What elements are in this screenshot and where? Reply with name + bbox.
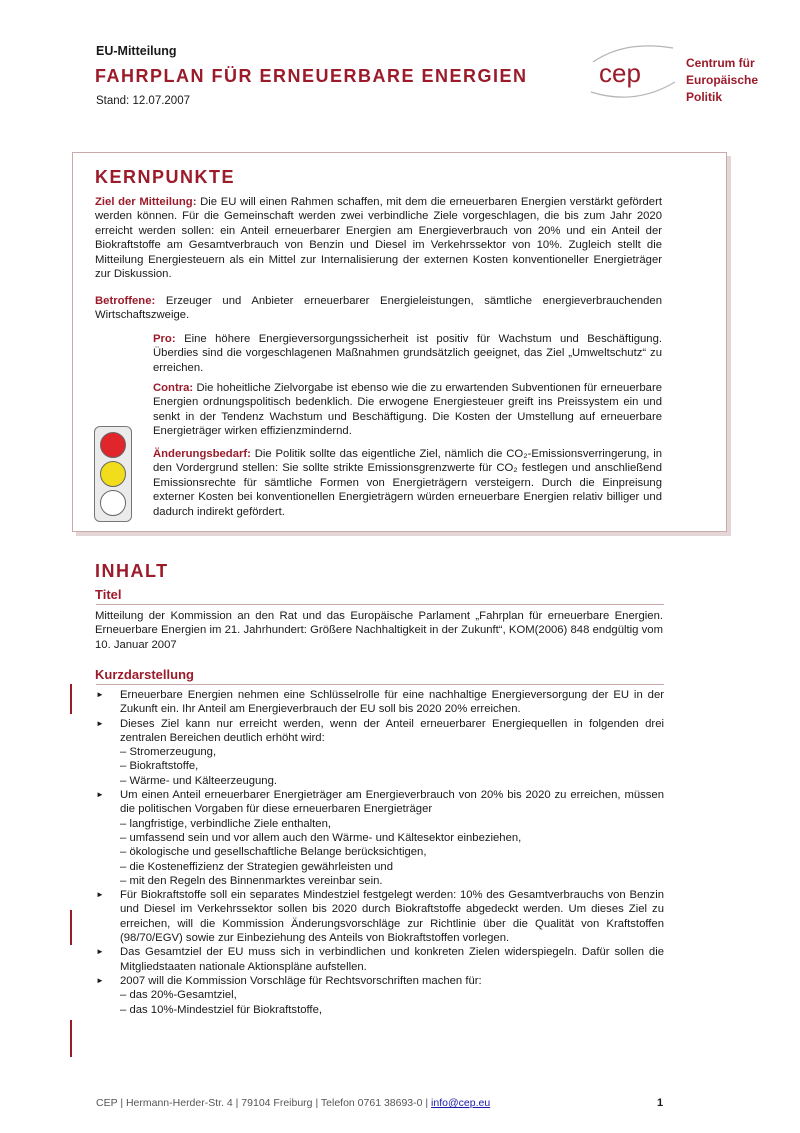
dash-marker: –: [120, 746, 127, 759]
kurzdarstellung-heading: Kurzdarstellung: [95, 667, 194, 682]
aenderungsbedarf-text: Die Politik sollte das eigentliche Ziel, nämlich die CO₂-Emissionsverringerung, in den Vordergrund stellen: Sie sollte strikte Emissionsgrenzwerte für CO₂ festlegen und anschließend Emissionsrechte für sämtliche Formen von Energieträgern versteigern. Durch die Einpreisung externer Kosten bei konventionellen Energieträgern würden erneuerbare Energien relativ billiger und dadurch indirekt gefördert.: [153, 448, 662, 518]
pro-label: Pro:: [153, 333, 176, 345]
kurzdarstellung-rule: [96, 684, 664, 685]
ziel-text: Die EU will einen Rahmen schaffen, mit dem die erneuerbaren Energien verstärkt gefördert werden können. Für die Gemeinschaft werden zwei verbindliche Ziele vorgeschlagen, die bis zum Jahr 2020 erreicht werden sollen: ein Anteil erneuerbarer Energien am Energieverbrauch von 20% und ein Anteil der Biokraftstoffe am Gesamtverbrauch von Benzin und Diesel im Verkehrssektor von 10%. Zugleich stellt die Mitteilung Energiesteuern als ein Mittel zur Internalisierung der externen Kosten konventioneller Energieträger zur Diskussion.: [95, 196, 662, 281]
inhalt-heading: INHALT: [95, 561, 169, 581]
dash-marker: –: [120, 760, 127, 773]
bullet-triangle-icon: ►: [96, 790, 104, 800]
traffic-light-red: [100, 432, 126, 458]
aenderungsbedarf-label: Änderungsbedarf:: [153, 448, 251, 460]
sub-list-item: [96, 1003, 664, 1017]
sub-list-item: [96, 831, 664, 845]
contra-label: Contra:: [153, 382, 194, 394]
footer-email-link[interactable]: info@cep.eu: [431, 1097, 491, 1109]
sub-list-item-text: ökologische und gesellschaftliche Belange berücksichtigen,: [129, 846, 427, 859]
aenderungsbedarf-paragraph: [153, 447, 662, 519]
traffic-light-icon: [94, 426, 132, 522]
sub-list-item-text: Biokraftstoffe,: [129, 760, 199, 773]
bullet-triangle-icon: ►: [96, 690, 104, 699]
bullet-triangle-icon: ►: [96, 975, 104, 985]
ziel-paragraph: [95, 195, 662, 281]
titel-heading: Titel: [95, 587, 122, 602]
page-number: 1: [657, 1097, 664, 1109]
list-item: [96, 788, 664, 817]
pro-text: Eine höhere Energieversorgungssicherheit ist positiv für Wachstum und Beschäftigung. Überdies sind die vorgeschlagenen Maßnahmen grundsätzlich geeignet, das Ziel „Umweltschutz“ zu erreichen.: [153, 333, 662, 374]
sub-list-item: [96, 988, 664, 1002]
betroffene-paragraph: [95, 294, 662, 323]
sub-list-item: [96, 845, 664, 859]
bullet-triangle-icon: ►: [96, 890, 104, 900]
sub-list-item-text: die Kosteneffizienz der Strategien gewährleisten und: [129, 860, 393, 873]
logo-line: Europäische: [686, 73, 759, 87]
page-footer: [96, 1097, 490, 1109]
sub-list-item-text: umfassend sein und vor allem auch den Wärme- und Kältesektor einbeziehen,: [129, 831, 522, 844]
kurzdarstellung-list: [96, 688, 664, 1017]
sub-list-item-text: das 10%-Mindestziel für Biokraftstoffe,: [129, 1003, 322, 1016]
sub-list-item: [96, 860, 664, 874]
sub-list-item: [96, 817, 664, 831]
kernpunkte-heading: KERNPUNKTE: [95, 167, 236, 187]
contra-paragraph: [153, 381, 662, 439]
list-item: [96, 717, 664, 746]
logo-line: Politik: [686, 90, 723, 104]
dash-marker: –: [120, 831, 127, 844]
dash-marker: –: [120, 774, 127, 787]
change-bar: [70, 684, 72, 714]
change-bar: [70, 1020, 72, 1057]
cep-logo-text: [686, 55, 758, 106]
list-item-text: Dieses Ziel kann nur erreicht werden, wenn der Anteil erneuerbarer Energiequellen in folgenden drei zentralen Bereichen deutlich erhöht wird:: [120, 717, 664, 744]
sub-list-item-text: das 20%-Gesamtziel,: [129, 989, 237, 1002]
dash-marker: –: [120, 1003, 127, 1016]
sub-list-item: [96, 774, 664, 788]
logo-line: Centrum für: [686, 56, 755, 70]
titel-rule: [96, 604, 664, 605]
sub-list-item: [96, 745, 664, 759]
list-item-text: Erneuerbare Energien nehmen eine Schlüsselrolle für eine nachhaltige Energieversorgung der EU in der Zukunft ein. Ihr Anteil am Energieverbrauch der EU soll bis 2020 20% erreichen.: [120, 689, 664, 716]
betroffene-text: Erzeuger und Anbieter erneuerbarer Energieleistungen, sämtliche energieverbrauchenden Wirtschaftszweige.: [95, 295, 662, 322]
list-item-text: Das Gesamtziel der EU muss sich in verbindlichen und konkreten Zielen widerspiegeln. Dafür sollen die Mitgliedstaaten nationale Aktionspläne aufstellen.: [120, 946, 664, 973]
document-type-label: EU-Mitteilung: [96, 44, 177, 58]
document-title: FAHRPLAN FÜR ERNEUERBARE ENERGIEN: [95, 66, 528, 86]
change-bar: [70, 910, 72, 945]
contra-text: Die hoheitliche Zielvorgabe ist ebenso wie die zu erwartenden Subventionen für erneuerbare Energien ordnungspolitisch bedenklich. Die erwogene Energiesteuer greift ins Preissystem ein und senkt in der Tendenz Wachstum und Beschäftigung. Die Kosten der Umstellung auf erneuerbare Energieträger wirken effizienzmindernd.: [153, 382, 662, 438]
sub-list-item: [96, 874, 664, 888]
list-item-text: 2007 will die Kommission Vorschläge für Rechtsvorschriften machen für:: [120, 974, 482, 987]
dash-marker: –: [120, 860, 127, 873]
list-item-text: Für Biokraftstoffe soll ein separates Mindestziel festgelegt werden: 10% des Gesamtverbrauchs von Benzin und Diesel im Verkehrssektor sollen bis 2020 durch Biokraftstoffe abgedeckt werden. Um dieses Ziel zu erreichen, will die Kommission Änderungsvorschläge zur Richtlinie über die Qualität von Kraftstoffen (98/70/EGV) sowie zur Einbeziehung des Anteils von Biokraftstoffen vorlegen.: [120, 889, 664, 945]
list-item: [96, 688, 664, 717]
sub-list-item-text: mit den Regeln des Binnenmarktes vereinbar sein.: [129, 874, 383, 887]
bullet-triangle-icon: ►: [96, 947, 104, 957]
sub-list-item-text: Wärme- und Kälteerzeugung.: [129, 774, 278, 787]
list-item: [96, 888, 664, 945]
list-item: [96, 945, 664, 974]
titel-text: Mitteilung der Kommission an den Rat und das Europäische Parlament „Fahrplan für erneuerbare Energien. Erneuerbare Energien im 21. Jahrhundert: Größere Nachhaltigkeit in der Zukunft“, KOM(2006) 848 endgültig vom 10. Januar 2007: [95, 610, 663, 651]
dash-marker: –: [120, 989, 127, 1002]
dash-marker: –: [120, 817, 127, 830]
traffic-light-yellow: [100, 461, 126, 487]
ziel-label: Ziel der Mitteilung:: [95, 196, 197, 208]
list-item: [96, 974, 664, 988]
cep-logo-mark: cep: [599, 58, 641, 88]
footer-address: CEP | Hermann-Herder-Str. 4 | 79104 Freiburg | Telefon 0761 38693-0 |: [96, 1097, 432, 1109]
sub-list-item: [96, 759, 664, 773]
betroffene-label: Betroffene:: [95, 295, 156, 307]
list-item-text: Um einen Anteil erneuerbarer Energieträger am Energieverbrauch von 20% bis 2020 zu erreichen, müssen die politischen Vorgaben für diese erneuerbaren Energieträger: [120, 789, 664, 816]
document-date: Stand: 12.07.2007: [96, 95, 190, 107]
sub-list-item-text: langfristige, verbindliche Ziele enthalten,: [129, 817, 332, 830]
pro-paragraph: [153, 332, 662, 375]
traffic-light-white: [100, 490, 126, 516]
sub-list-item-text: Stromerzeugung,: [129, 746, 217, 759]
dash-marker: –: [120, 874, 127, 887]
dash-marker: –: [120, 846, 127, 859]
bullet-triangle-icon: ►: [96, 718, 104, 728]
